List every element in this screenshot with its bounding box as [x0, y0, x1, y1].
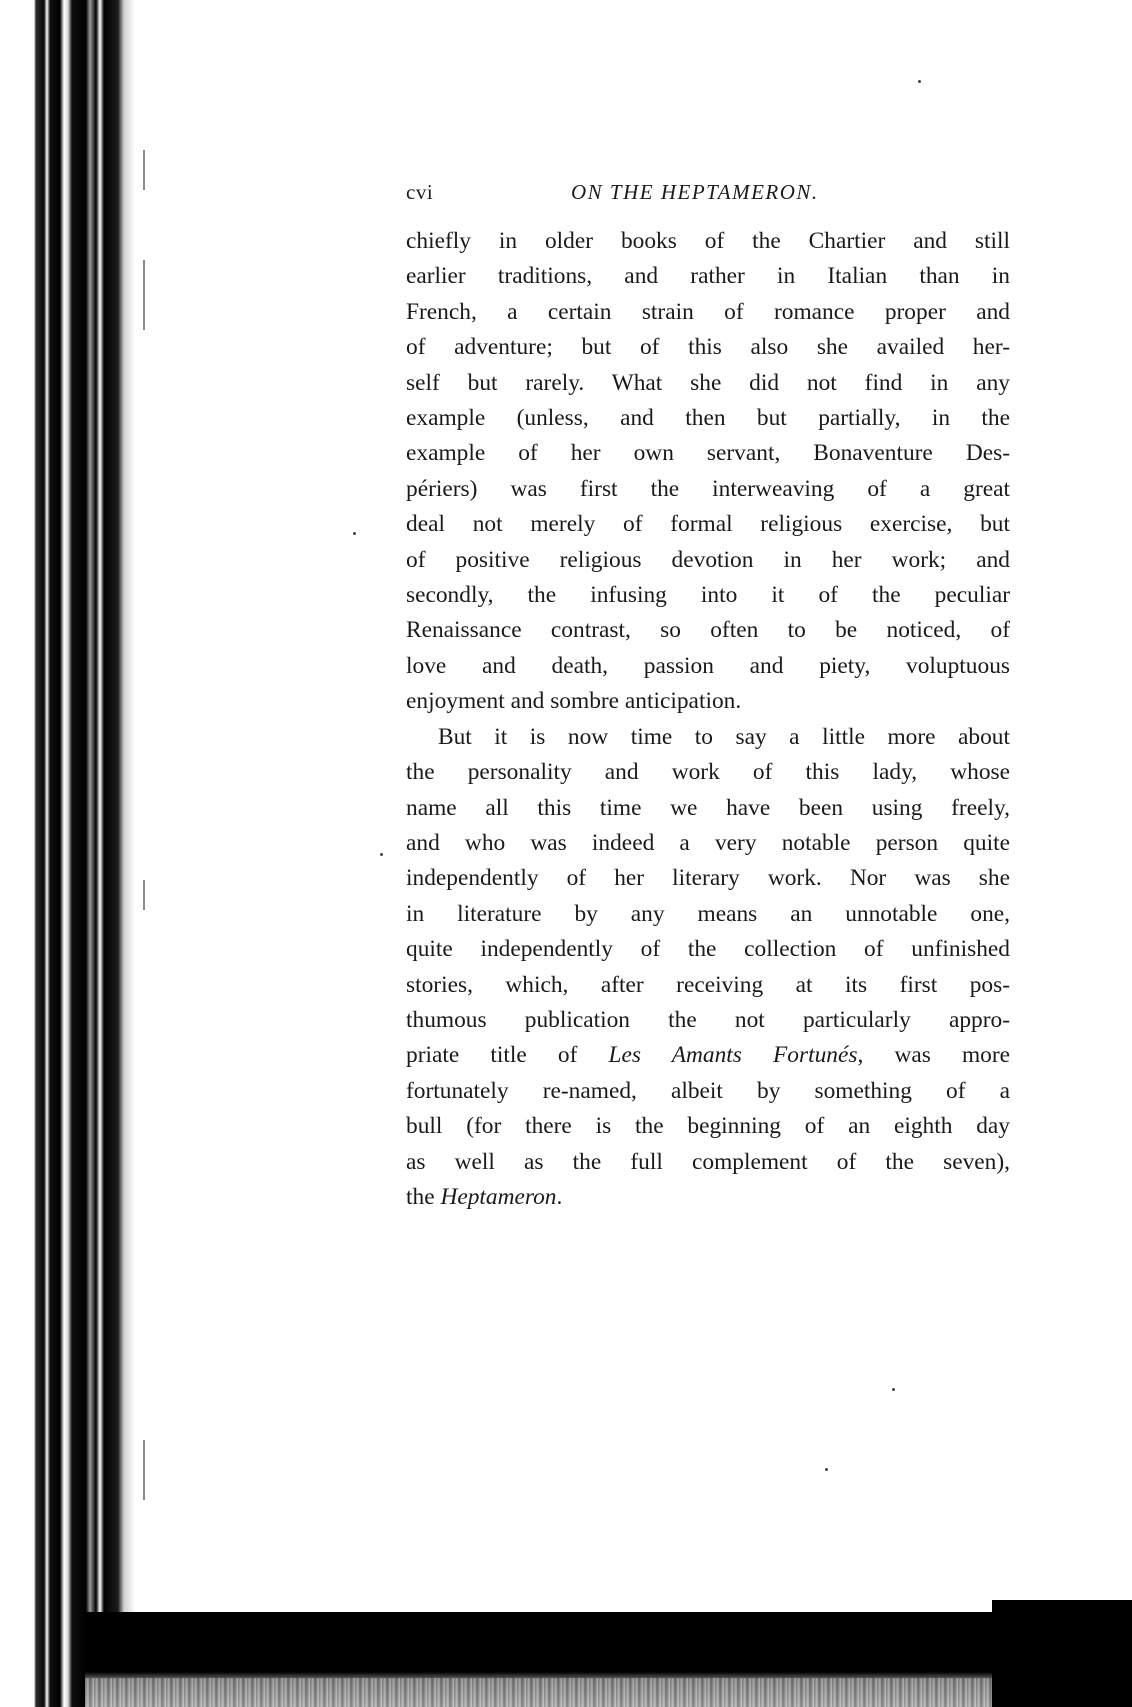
text-segment: and who was indeed a very notable person quite — [406, 829, 1010, 856]
text-segment: in literature by any means an unnotable one, — [406, 900, 1010, 927]
scan-speck — [825, 1468, 828, 1471]
text-line — [406, 401, 1010, 436]
text-line — [406, 472, 1010, 507]
book-gutter-shadow — [0, 0, 135, 1707]
text-line — [406, 259, 1010, 294]
text-segment: as well as the full complement of the seven), — [406, 1148, 1010, 1175]
paragraph-1 — [406, 224, 1010, 720]
text-segment: example of her own servant, Bonaventure Des- — [406, 440, 1010, 467]
page-number: cvi — [406, 180, 434, 204]
gutter-mark — [143, 260, 145, 330]
text-segment: secondly, the infusing into it of the peculiar — [406, 582, 1010, 609]
text-line — [406, 1145, 1010, 1180]
text-line — [406, 578, 1010, 613]
gutter-mark — [143, 1440, 145, 1500]
text-segment: fortunately re-named, albeit by something of a — [406, 1077, 1010, 1104]
scan-bottom-edge — [85, 1612, 1132, 1707]
text-line — [406, 649, 1010, 684]
text-segment: bull (for there is the beginning of an eighth day — [406, 1113, 1010, 1140]
text-segment: independently of her literary work. Nor was she — [406, 865, 1010, 892]
text-line — [406, 791, 1010, 826]
scan-corner-shadow — [992, 1600, 1132, 1707]
text-segment: earlier traditions, and rather in Italian than in — [406, 263, 1010, 290]
text-line — [406, 295, 1010, 330]
text-line — [406, 366, 1010, 401]
text-segment: . — [556, 1183, 563, 1210]
book-page — [406, 180, 1010, 1215]
scan-speck — [380, 853, 383, 856]
text-line — [406, 897, 1010, 932]
paragraph-2 — [406, 720, 1010, 1216]
text-line — [406, 968, 1010, 1003]
text-segment: of positive religious devotion in her work; and — [406, 546, 1010, 573]
gutter-mark — [143, 150, 145, 190]
text-segment: priate title of — [406, 1042, 609, 1069]
text-segment: chiefly in older books of the Chartier and still — [406, 228, 1010, 254]
text-segment: thumous publication the not particularly appro- — [406, 1006, 1010, 1033]
text-line — [406, 330, 1010, 365]
text-line — [406, 1109, 1010, 1144]
text-segment: deal not merely of formal religious exercise, but — [406, 511, 1010, 538]
text-line — [406, 1038, 1010, 1073]
text-segment: example (unless, and then but partially, in the — [406, 405, 1010, 432]
text-segment: the personality and work of this lady, whose — [406, 759, 1010, 786]
scan-speck — [353, 532, 356, 535]
text-segment: name all this time we have been using freely, — [406, 794, 1010, 821]
text-segment: self but rarely. What she did not find in any — [406, 369, 1010, 396]
text-segment: enjoyment and sombre anticipation. — [406, 688, 742, 715]
gutter-mark — [143, 880, 145, 910]
text-line — [406, 224, 1010, 259]
text-line — [406, 436, 1010, 471]
text-line — [406, 826, 1010, 861]
text-line — [406, 720, 1010, 755]
text-segment: of adventure; but of this also she availed her- — [406, 334, 1010, 361]
text-segment: But it is now time to say a little more about — [438, 723, 1010, 750]
text-segment: Renaissance contrast, so often to be noticed, of — [406, 617, 1010, 644]
text-line — [406, 755, 1010, 790]
text-line — [406, 507, 1010, 542]
body-text — [406, 224, 1010, 1215]
text-line — [406, 684, 1010, 719]
text-line — [406, 1074, 1010, 1109]
text-line — [406, 543, 1010, 578]
text-segment: , was more — [857, 1042, 1011, 1069]
italic-title: Heptameron — [440, 1183, 557, 1210]
running-head — [406, 180, 1010, 216]
text-segment: love and death, passion and piety, voluptuous — [406, 652, 1010, 679]
italic-title: Les Amants Fortunés — [608, 1042, 858, 1069]
text-segment: quite independently of the collection of unfinished — [406, 936, 1010, 963]
text-segment: French, a certain strain of romance proper and — [406, 298, 1010, 325]
scan-speck — [892, 1388, 895, 1391]
scan-speck — [918, 80, 921, 83]
running-title: ON THE HEPTAMERON. — [571, 180, 819, 204]
text-line — [406, 1180, 1010, 1215]
text-segment: stories, which, after receiving at its first pos- — [406, 971, 1010, 998]
text-line — [406, 932, 1010, 967]
text-line — [406, 861, 1010, 896]
text-segment: the — [406, 1183, 441, 1210]
text-line — [406, 1003, 1010, 1038]
text-segment: périers) was first the interweaving of a great — [406, 475, 1010, 502]
text-line — [406, 613, 1010, 648]
